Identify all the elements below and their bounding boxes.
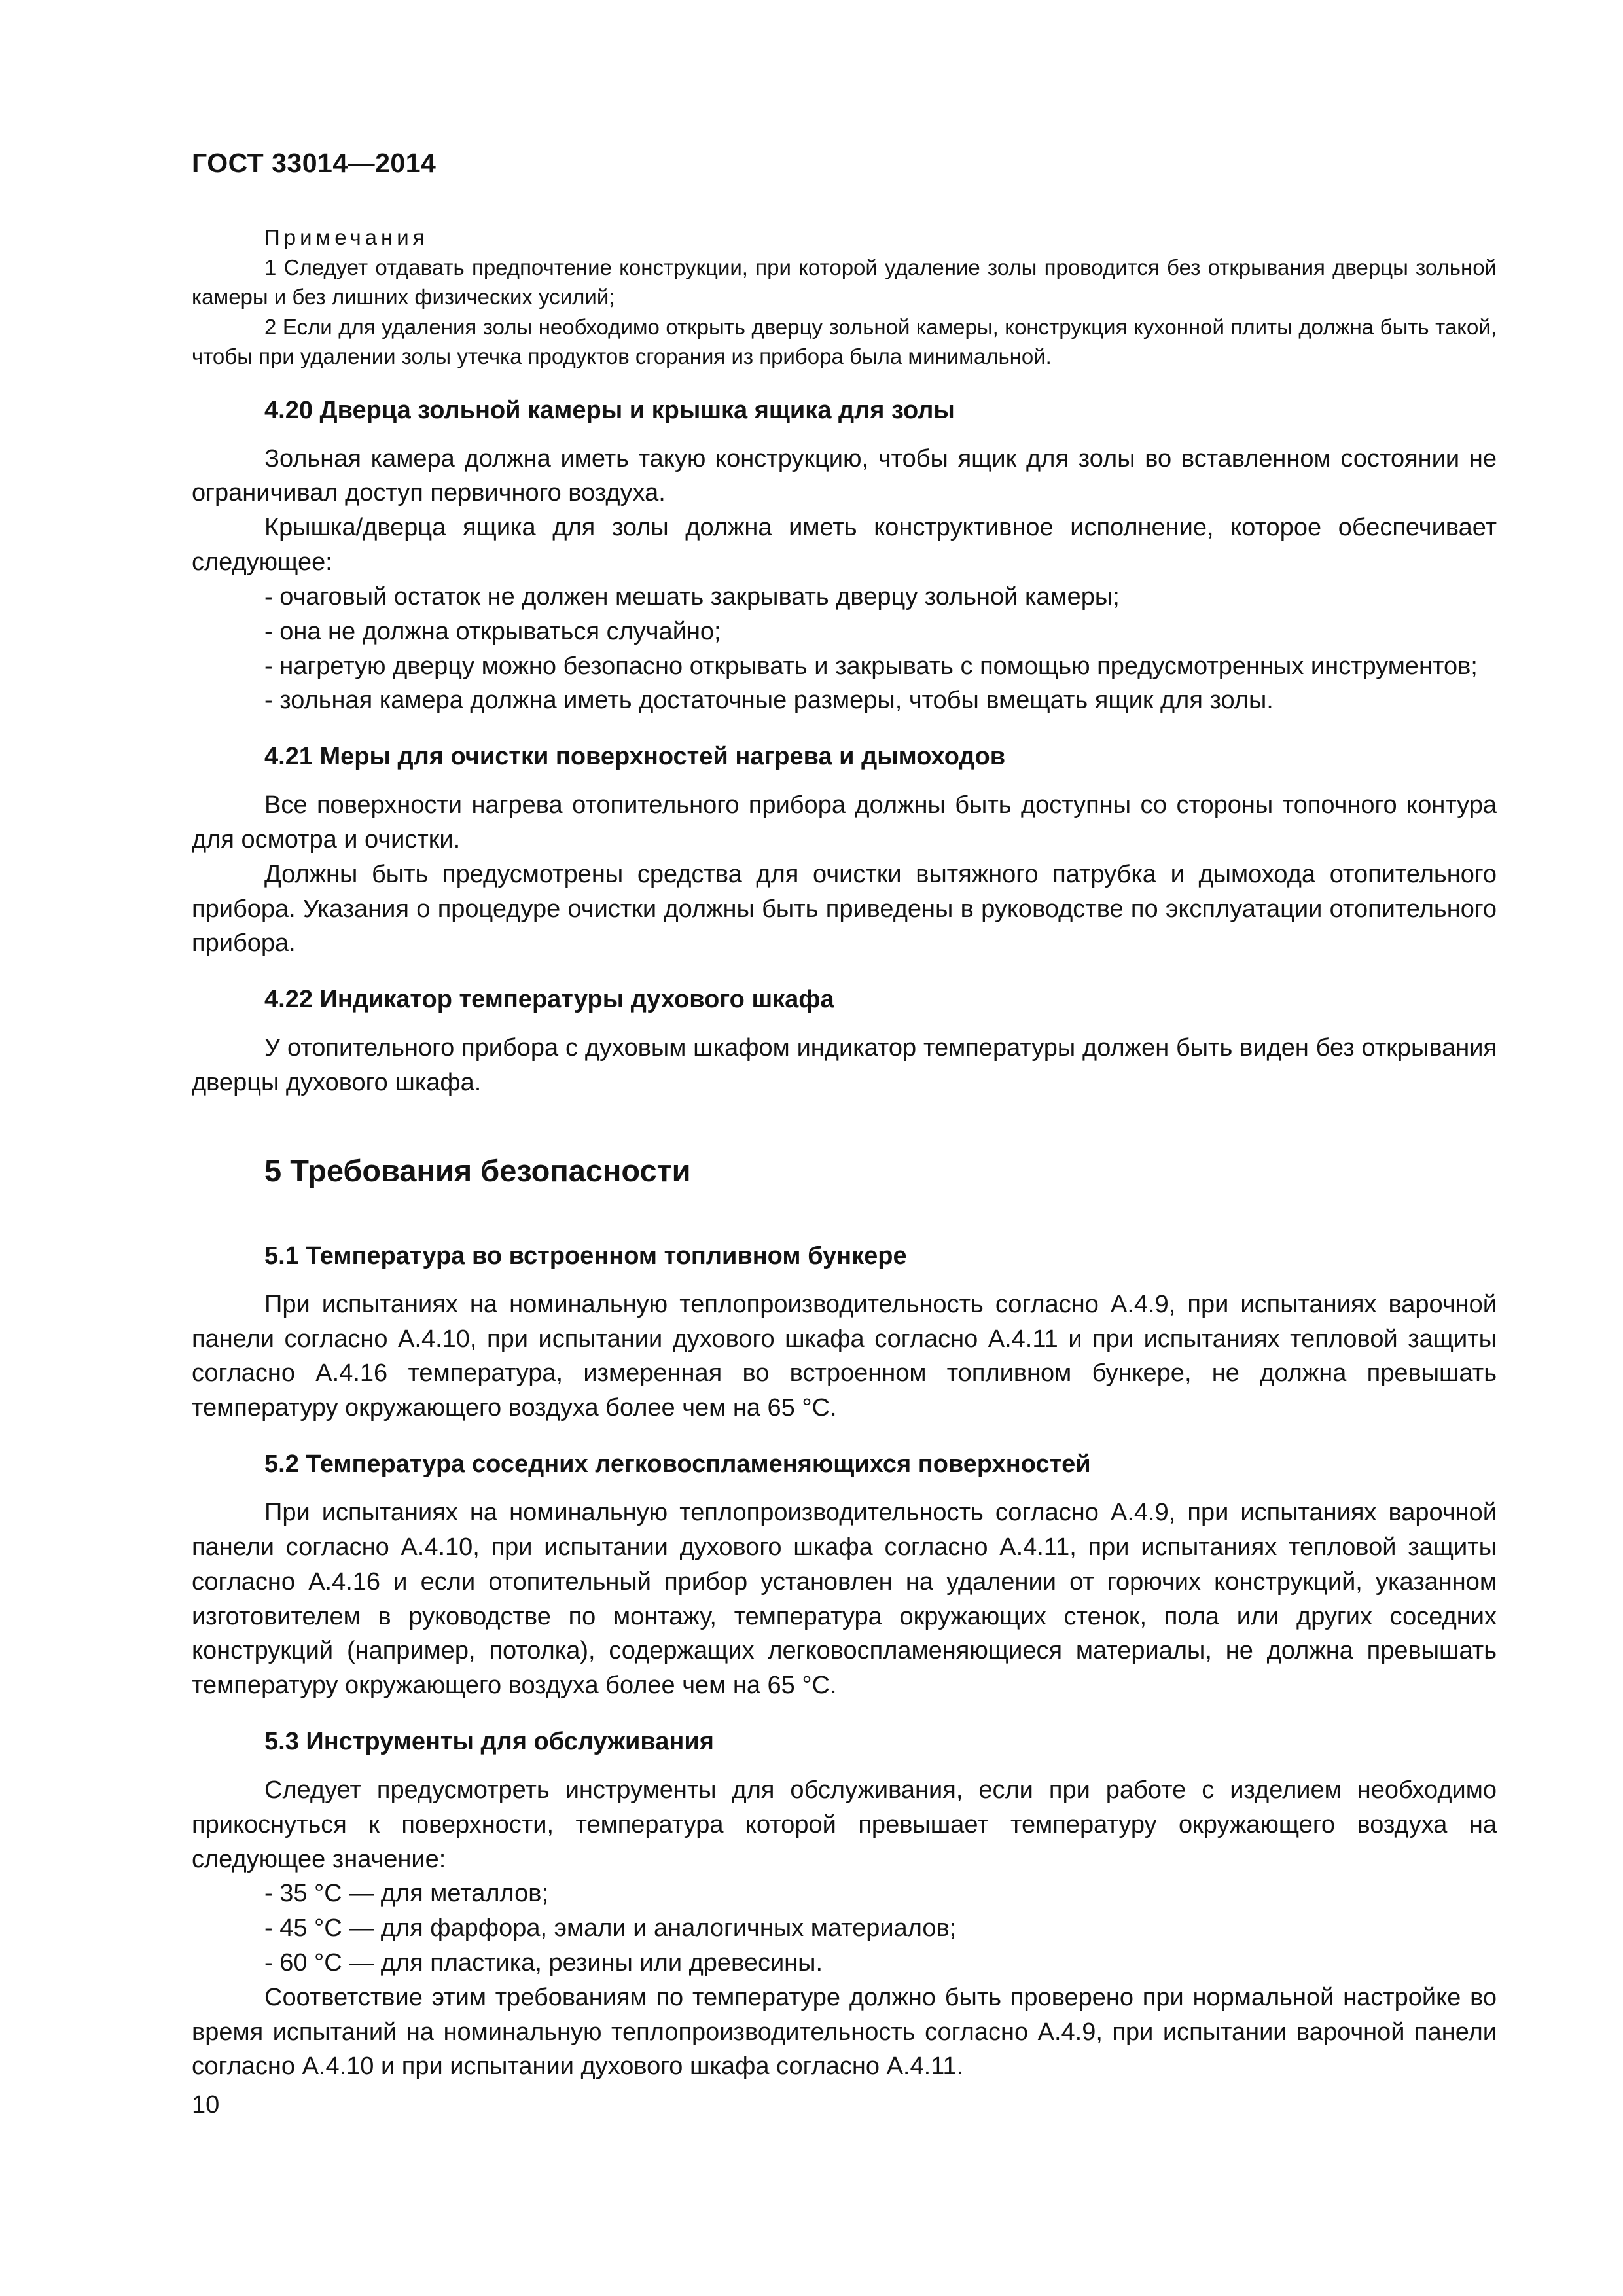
section-heading-5-3: 5.3 Инструменты для обслуживания	[264, 1727, 714, 1755]
paragraph: Соответствие этим требованиям по температуре должно быть проверено при нормальной настройке во время испытаний на номинальную теплопроизводительность согласно А.4.9, при испытании варочной панели согласно А.4.10 и при испытании духового шкафа согласно А.4.11.	[192, 1983, 1497, 2081]
paragraph: Крышка/дверца ящика для золы должна иметь конструктивное исполнение, которое обеспечивает следующее:	[192, 514, 1497, 577]
section-heading-5-1: 5.1 Температура во встроенном топливном бункере	[264, 1242, 907, 1270]
section-heading-5: 5 Требования безопасности	[264, 1153, 691, 1188]
list-item: - 35 °С — для металлов;	[264, 1880, 549, 1908]
list-item: - зольная камера должна иметь достаточные размеры, чтобы вмещать ящик для золы.	[264, 687, 1274, 715]
paragraph: Должны быть предусмотрены средства для очистки вытяжного патрубка и дымохода отопительного прибора. Указания о процедуре очистки должны быть приведены в руководстве по эксплуатации отопительного прибора.	[192, 860, 1497, 958]
paragraph: У отопительного прибора с духовым шкафом индикатор температуры должен быть виден без открывания дверцы духового шкафа.	[192, 1034, 1497, 1097]
paragraph: При испытаниях на номинальную теплопроизводительность согласно А.4.9, при испытаниях варочной панели согласно А.4.10, при испытании духового шкафа согласно А.4.11 и при испытаниях тепловой защиты согласно А.4.16 температура, измеренная во встроенном топливном бункере, не должна превышать температуру окружающего воздуха более чем на 65 °С.	[192, 1290, 1497, 1422]
list-item: - 45 °С — для фарфора, эмали и аналогичных материалов;	[264, 1914, 957, 1943]
page-number: 10	[192, 2091, 220, 2119]
note-item: 2 Если для удаления золы необходимо открыть дверцу зольной камеры, конструкция кухонной плиты должна быть такой, чтобы при удалении золы утечка продуктов сгорания из прибора была минимальной.	[192, 314, 1497, 369]
list-item: - очаговый остаток не должен мешать закрывать дверцу зольной камеры;	[264, 583, 1120, 611]
section-heading-4-22: 4.22 Индикатор температуры духового шкафа	[264, 986, 834, 1014]
note-item: 1 Следует отдавать предпочтение конструкции, при которой удаление золы проводится без открывания дверцы зольной камеры и без лишних физических усилий;	[192, 255, 1497, 310]
notes-block	[192, 223, 1497, 372]
list-item: - она не должна открываться случайно;	[264, 617, 721, 645]
page-content	[192, 223, 1497, 2084]
list-item: - 60 °С — для пластика, резины или древесины.	[264, 1949, 823, 1977]
notes-title: Примечания	[264, 225, 429, 249]
paragraph: Следует предусмотреть инструменты для обслуживания, если при работе с изделием необходимо прикоснуться к поверхности, температура которой превышает температуру окружающего воздуха на следующее значение:	[192, 1776, 1497, 1873]
section-heading-4-20: 4.20 Дверца зольной камеры и крышка ящика для золы	[264, 396, 955, 424]
list-item: - нагретую дверцу можно безопасно открывать и закрывать с помощью предусмотренных инструментов;	[264, 652, 1478, 680]
paragraph: При испытаниях на номинальную теплопроизводительность согласно А.4.9, при испытаниях варочной панели согласно А.4.10, при испытании духового шкафа согласно А.4.11, при испытаниях тепловой защиты согласно А.4.16 и если отопительный прибор установлен на удалении от горючих конструкций, указанном изготовителем в руководстве по монтажу, температура окружающих стенок, пола или других соседних конструкций (например, потолка), содержащих легковоспламеняющиеся материалы, не должна превышать температуру окружающего воздуха более чем на 65 °С.	[192, 1499, 1497, 1700]
section-heading-5-2: 5.2 Температура соседних легковоспламеняющихся поверхностей	[264, 1450, 1091, 1479]
section-heading-4-21: 4.21 Меры для очистки поверхностей нагрева и дымоходов	[264, 743, 1006, 771]
paragraph: Все поверхности нагрева отопительного прибора должны быть доступны со стороны топочного контура для осмотра и очистки.	[192, 791, 1497, 853]
paragraph: Зольная камера должна иметь такую конструкцию, чтобы ящик для золы во вставленном состоянии не ограничивал доступ первичного воздуха.	[192, 444, 1497, 507]
document-code: ГОСТ 33014—2014	[192, 148, 437, 178]
